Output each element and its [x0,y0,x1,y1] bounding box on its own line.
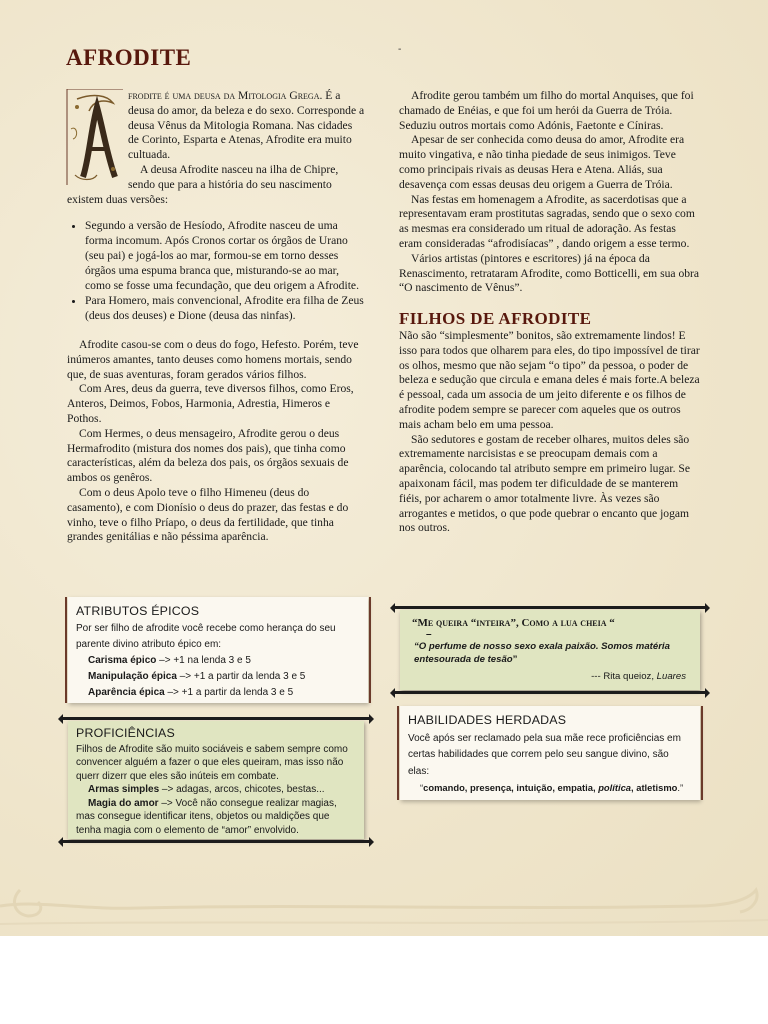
proficiencias-intro: Filhos de Afrodite são muito sociáveis e sabem sempre como convencer alguém a fazer o que eles queiram, mas isso não querr dizerr que eles são inúteis em combate. [76,743,348,782]
list-item: • Segundo a versão de Hesíodo, Afrodite nasceu de uma forma incomum. Após Cronos cortar os órgãos de Urano (seu pai) e jogá-los ao mar, formou-se em torno desses órgãos uma espuma branca que, misturando-se ao mar, como se fosse uma fecundação, que deu origem a Afrodite. [85,219,365,293]
box-ornament-left [397,706,399,800]
box-top-bar [62,717,370,723]
footer-ornament-icon [0,870,768,936]
quote-text [414,640,692,666]
intro-smallcaps: frodite é uma deusa da Mitologia Grega. [128,89,323,102]
intro-rest: É a deusa do amor, da beleza e do sexo. Corresponde a deusa Vênus da Mitologia Romana. Nas cidades de Corinto, Esparta e Atenas, Afrodite era muito cultuada. [128,89,365,162]
attribution-author: --- Rita queioz, [591,671,657,682]
festivals-paragraph: Nas festas em homenagem a Afrodite, as sacerdotisas que a representavam eram prostitutas sagradas, sendo que o sexo com as mesmas era considerado um ritual de adoração. As festas eram consideradas “afrodisíacas” , dando origem a esse termo. [399,192,695,250]
quote-open-mark: “ [414,641,419,652]
list-item: • Para Homero, mais convencional, Afrodite era filha de Zeus (deus dos deuses) e Dione (deusa das ninfas). [85,294,365,324]
magia-text: –> Você não consegue realizar magias, mas consegue identificar itens, objetos ou maldições que tenha magia com o elemento de “amor” envolvido. [76,797,337,836]
attribution-work: Luares [656,671,686,682]
vengeance-paragraph: Apesar de ser conhecida como deusa do amor, Afrodite era muito vingativa, e não tinha piedade de seus inimigos. Teve como principais rivais as deusas Hera e Atena. Aliás, sua desavença com essas deusas deu origem a Guerra de Tróia. [399,133,685,191]
seducers-paragraph: São sedutores e gostam de receber olhares, muitos deles são extremamente narcisistas e se preocupam demais com a aparência, colocando tal atributo sempre em primeiro lugar. Se apaixonam fácil, mas podem ter dificuldade de se manterem fiéis, por acharem o amor totalmente livre. Às vezes são arrogantes e metidos, o que pode quebrar o encanto que jogam nos outros. [399,432,691,535]
habilidades-text: Você após ser reclamado pela sua mãe rece proficiências em certas habilidades que correm pelo seu sangue divino, são elas: [408,732,681,777]
ares-paragraph: Com Ares, deus da guerra, teve diversos filhos, como Eros, Anteros, Deimos, Fobos, Harmonia, Adrestia, Himeros e Pothos. [67,382,354,425]
page-title: AFRODITE [66,45,192,70]
attribute-row [76,669,360,685]
list-open-mark: “ [420,782,424,793]
attribute-name: Manipulação épica [88,671,177,682]
armas-row [76,783,356,797]
quote-close-mark: ” [512,654,518,665]
attribute-value: –> +1 a partir da lenda 3 e 5 [176,671,306,682]
habilidades-title: HABILIDADES HERDADAS [408,713,567,727]
habilidades-list [408,780,692,797]
attribute-row [76,685,360,701]
magia-row [76,797,356,838]
box-ornament-left [65,597,67,703]
quote-heading: “Me queira “inteira”, Como a lua cheia “ [412,617,615,629]
artists-paragraph: Vários artistas (pintores e escritores) já na época da Renascimento, retrataram Afrodite, como Botticelli, em sua obra “O nascimento de Vênus”. [399,251,700,295]
dropcap-ornament [63,89,125,185]
list-close-mark: .” [677,782,684,793]
children-paragraph: Não são “simplesmente” bonitos, são extremamente lindos! E isso para todos que olharem para eles, do tipo impossível de tirar os olhos, mesmo que não sejam “o tipo” da pessoa, o poder de beleza e sedução que circula e emana deles é mais forte.A beleza é pessoal, cada um associa de um jeito diferente e os filhos de afrodite podem sempre se parecer com aqueles que os outros mais acham belo em uma pessoa. [399,328,700,431]
anquises-paragraph: Afrodite gerou também um filho do mortal Anquises, que foi chamado de Enéias, e que foi um herói da Guerra de Tróia. Seduziu outros mortais como Adónis, Faetonte e Cíniras. [399,89,694,132]
birth-paragraph: A deusa Afrodite nasceu na ilha de Chipre, sendo que para a história do seu nascimento existem duas versões: [67,162,339,206]
box-ornament-right [701,706,703,800]
apolo-paragraph: Com o deus Apolo teve o filho Himeneu (deus do casamento), e com Dionísio o deus do prazer, das festas e do vinho, teve o filho Príapo, o deus da fertilidade, que tinha grandes genitálias e não péssima aparência. [67,485,349,544]
header-mark: - [398,44,402,55]
dropcap-frame-icon [63,89,125,185]
atributos-title: ATRIBUTOS ÉPICOS [76,604,200,618]
quote-dash: – [426,629,432,640]
box-bottom-bar [62,840,370,846]
section-heading: FILHOS DE AFRODITE [399,309,592,329]
magia-label: Magia do amor [88,797,159,809]
proficiencias-title: PROFICIÊNCIAS [76,726,175,740]
atributos-box [68,597,368,703]
armas-label: Armas simples [88,784,160,795]
habilidades-box [400,706,700,800]
proficiencias-box [68,721,364,839]
box-top-bar [394,606,706,612]
skills-part: comando, presença, intuição, empatia, [423,782,599,793]
armas-text: –> adagas, arcos, chicotes, bestas... [159,784,325,795]
skills-part: , atletismo [631,782,678,793]
quote-box [400,610,700,690]
attribute-name: Aparência épica [88,687,165,698]
attribute-value: –> +1 a partir da lenda 3 e 5 [164,687,294,698]
marriage-paragraph: Afrodite casou-se com o deus do fogo, Hefesto. Porém, teve inúmeros amantes, tanto deuses como homens mortais, sendo que, de suas aventuras, foram gerados vários filhos. [67,337,359,381]
left-column [67,89,365,545]
attribute-row [76,653,360,669]
skills-italic: política [598,782,632,793]
atributos-intro: Por ser filho de afrodite você recebe como herança do seu parente divino atributo épico em: [76,623,336,650]
box-ornament-right [369,597,371,703]
attribute-name: Carisma épico [88,655,157,666]
box-bottom-bar [394,691,706,697]
hermes-paragraph: Com Hermes, o deus mensageiro, Afrodite gerou o deus Hermafrodito (mistura dos nomes dos pais), que tinha como características, além da beleza dos pais, os órgãos sexuais de ambos os genêros. [67,426,349,485]
birth-versions-list [85,219,365,324]
attribute-value: –> +1 na lenda 3 e 5 [156,655,251,666]
right-column [399,89,700,536]
quote-attribution [408,670,692,684]
quote-body: O perfume de nosso sexo exala paixão. Somos matéria entesourada de tesão [414,641,670,665]
